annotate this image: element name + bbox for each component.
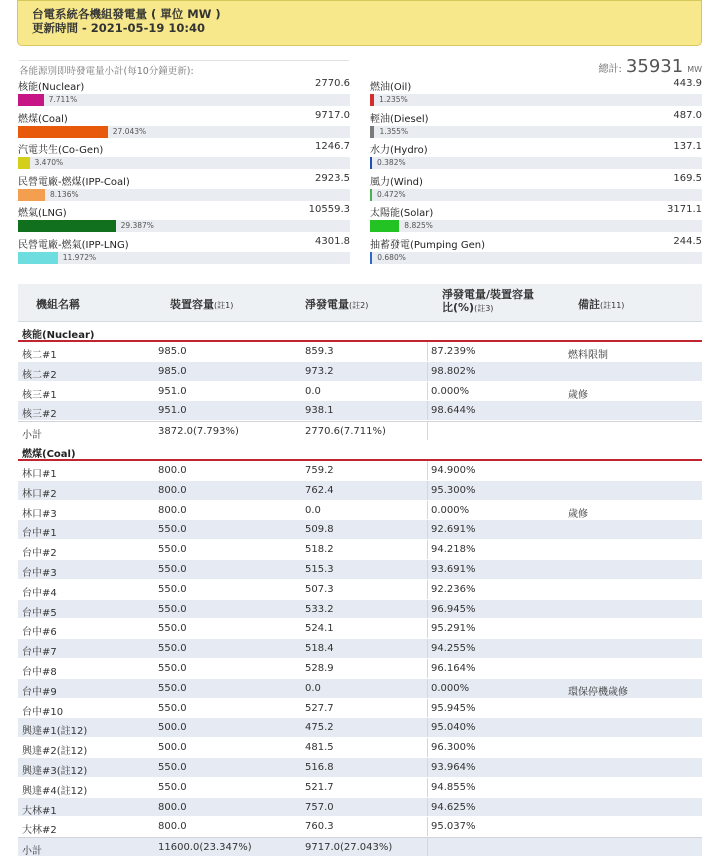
section-title: 燃煤(Coal) <box>22 448 76 460</box>
table-row <box>18 798 702 818</box>
column-divider <box>427 838 428 856</box>
source-bar-fill <box>18 220 116 232</box>
source-bar-fill <box>18 157 30 169</box>
header-remark-label: 備註 <box>578 298 600 311</box>
column-divider <box>427 738 428 757</box>
energy-source-item <box>370 236 702 268</box>
source-value: 443.9 <box>673 78 702 89</box>
source-name: 燃煤(Coal) <box>18 113 68 125</box>
table-row <box>18 342 702 362</box>
source-value: 137.1 <box>673 141 702 152</box>
cell-unit: 林口#3 <box>22 508 57 520</box>
source-bar-track <box>370 252 702 264</box>
table-row <box>18 619 702 639</box>
table-row <box>18 679 702 699</box>
cell-capacity: 550.0 <box>158 563 187 575</box>
cell-remark: 燃料限制 <box>568 350 608 361</box>
cell-unit: 台中#6 <box>22 627 57 639</box>
subtotal-row <box>18 421 702 441</box>
source-name: 太陽能(Solar) <box>370 208 434 219</box>
source-bar-track <box>370 157 702 169</box>
cell-unit: 大林#2 <box>22 825 57 837</box>
cell-unit: 核二#1 <box>22 350 57 361</box>
cell-unit: 台中#3 <box>22 567 57 579</box>
cell-ratio: 96.164% <box>431 662 476 674</box>
column-divider <box>427 679 428 698</box>
cell-capacity: 951.0 <box>158 405 187 417</box>
source-bar-fill <box>18 94 44 106</box>
source-bar-fill <box>18 126 108 138</box>
energy-source-item <box>370 204 702 236</box>
header-net <box>305 296 368 312</box>
column-divider <box>427 422 428 440</box>
cell-ratio: 95.300% <box>431 484 476 496</box>
source-percent: 1.235% <box>379 95 408 104</box>
header-remark-note: (註11) <box>600 301 625 310</box>
source-value: 169.5 <box>673 172 702 184</box>
source-bar-fill <box>370 220 399 232</box>
cell-net: 515.3 <box>305 563 334 575</box>
cell-remark: 歲修 <box>568 389 588 401</box>
source-percent: 29.387% <box>120 221 154 230</box>
source-bar-fill <box>18 189 45 201</box>
header-net-note: (註2) <box>349 301 369 310</box>
header-ratio <box>442 288 534 315</box>
source-bar-track <box>370 94 702 106</box>
source-percent: 11.972% <box>62 252 97 262</box>
cell-capacity: 550.0 <box>158 544 187 556</box>
source-name: 民營電廠-燃煤(IPP-Coal) <box>18 176 130 188</box>
cell-ratio: 0.000% <box>431 385 470 397</box>
source-percent: 3.470% <box>34 158 64 167</box>
cell-ratio: 0.000% <box>431 504 470 516</box>
table-row <box>18 738 702 758</box>
header-remark <box>578 296 624 312</box>
source-bar-track <box>370 189 702 201</box>
table-row <box>18 481 702 501</box>
source-percent: 0.472% <box>377 189 406 199</box>
cell-unit: 大林#1 <box>22 805 57 817</box>
cell-unit: 小計 <box>22 846 42 858</box>
total-summary <box>599 56 702 77</box>
source-bar-fill <box>370 189 372 201</box>
source-bar-track <box>370 126 702 138</box>
energy-source-item <box>18 236 350 268</box>
cell-ratio: 94.855% <box>431 781 476 793</box>
header-ratio-line1: 淨發電量/裝置容量 <box>442 288 535 301</box>
column-divider <box>427 718 428 737</box>
cell-ratio: 98.802% <box>431 365 476 377</box>
cell-net: 757.0 <box>305 801 334 813</box>
cell-unit: 台中#7 <box>22 647 57 659</box>
source-bar-fill <box>370 126 374 138</box>
cell-capacity: 550.0 <box>158 682 187 694</box>
cell-net: 973.2 <box>305 365 334 377</box>
total-unit: MW <box>687 65 702 74</box>
source-name: 燃油(Oil) <box>370 82 412 93</box>
source-value: 2923.5 <box>315 172 350 184</box>
cell-unit: 林口#1 <box>22 468 57 480</box>
update-time: 更新時間 - 2021-05-19 10:40 <box>32 21 205 35</box>
cell-capacity: 985.0 <box>158 346 187 357</box>
energy-source-item <box>18 204 350 236</box>
page-header <box>17 0 702 46</box>
source-value: 4301.8 <box>315 235 350 247</box>
source-name: 抽蓄發電(Pumping Gen) <box>370 239 485 251</box>
table-row <box>18 520 702 540</box>
cell-net: 528.9 <box>305 662 334 674</box>
energy-source-item <box>370 110 702 142</box>
cell-unit: 興達#4(註12) <box>22 785 88 797</box>
cell-unit: 小計 <box>22 430 42 442</box>
cell-net: 859.3 <box>305 346 334 357</box>
source-percent: 8.825% <box>404 221 433 230</box>
source-percent: 7.711% <box>48 95 78 104</box>
source-bar-fill <box>370 252 372 264</box>
source-value: 244.5 <box>673 235 702 247</box>
cell-remark: 環保停機歲修 <box>568 686 628 698</box>
cell-net: 9717.0(27.043%) <box>305 842 393 854</box>
cell-net: 527.7 <box>305 702 334 714</box>
source-percent: 8.136% <box>50 189 79 199</box>
cell-unit: 台中#2 <box>22 548 57 560</box>
source-bar-track <box>18 94 350 106</box>
source-percent: 1.355% <box>379 126 409 136</box>
cell-unit: 台中#5 <box>22 607 57 619</box>
cell-net: 0.0 <box>305 504 321 516</box>
energy-source-item <box>370 141 702 173</box>
source-percent: 0.680% <box>377 252 406 262</box>
cell-net: 759.2 <box>305 464 334 476</box>
cell-ratio: 94.625% <box>431 801 476 813</box>
cell-capacity: 800.0 <box>158 821 187 833</box>
column-divider <box>427 580 428 599</box>
cell-unit: 林口#2 <box>22 488 57 500</box>
source-value: 10559.3 <box>308 204 350 215</box>
source-percent: 0.382% <box>377 158 406 167</box>
source-value: 1246.7 <box>315 141 350 152</box>
cell-net: 509.8 <box>305 524 334 536</box>
column-divider <box>427 560 428 579</box>
table-body <box>18 322 702 857</box>
header-ratio-note: (註3) <box>474 304 494 313</box>
cell-ratio: 93.691% <box>431 563 476 575</box>
section-header <box>18 322 702 342</box>
column-divider <box>427 817 428 836</box>
column-divider <box>427 699 428 718</box>
column-divider <box>427 639 428 658</box>
column-divider <box>427 600 428 619</box>
table-row <box>18 639 702 659</box>
column-divider <box>427 798 428 817</box>
cell-ratio: 95.037% <box>431 821 476 833</box>
total-label: 總計: <box>598 64 622 75</box>
section-title: 核能(Nuclear) <box>22 330 95 341</box>
cell-capacity: 550.0 <box>158 583 187 595</box>
source-name: 燃氣(LNG) <box>18 208 67 219</box>
cell-unit: 興達#3(註12) <box>22 765 88 777</box>
cell-net: 760.3 <box>305 821 334 833</box>
source-bar-track <box>18 252 350 264</box>
source-bar-fill <box>18 252 58 264</box>
source-name: 核能(Nuclear) <box>18 82 85 93</box>
cell-ratio: 94.218% <box>431 544 476 556</box>
table-row <box>18 718 702 738</box>
header-unit: 機組名稱 <box>36 298 80 311</box>
cell-net: 521.7 <box>305 781 334 793</box>
cell-remark: 歲修 <box>568 508 588 520</box>
cell-net: 507.3 <box>305 583 334 595</box>
source-bar-track <box>370 220 702 232</box>
cell-capacity: 500.0 <box>158 722 187 734</box>
cell-ratio: 94.900% <box>431 464 476 476</box>
column-divider <box>427 342 428 361</box>
cell-net: 762.4 <box>305 484 334 496</box>
table-row <box>18 758 702 778</box>
table-row <box>18 382 702 402</box>
cell-capacity: 550.0 <box>158 702 187 714</box>
column-divider <box>427 540 428 559</box>
energy-source-item <box>18 110 350 142</box>
column-divider <box>427 501 428 520</box>
cell-capacity: 550.0 <box>158 662 187 674</box>
energy-source-item <box>18 141 350 173</box>
source-name: 輕油(Diesel) <box>370 113 429 125</box>
source-bar-fill <box>370 157 372 169</box>
column-divider <box>427 382 428 401</box>
page-title: 台電系統各機組發電量 ( 單位 MW ) <box>32 7 221 21</box>
cell-ratio: 0.000% <box>431 682 470 694</box>
cell-capacity: 800.0 <box>158 464 187 476</box>
cell-capacity: 550.0 <box>158 524 187 536</box>
table-row <box>18 699 702 719</box>
table-header <box>18 284 702 322</box>
column-divider <box>427 362 428 381</box>
energy-source-item <box>370 173 702 205</box>
source-bar-track <box>18 157 350 169</box>
source-bar-fill <box>370 94 374 106</box>
cell-capacity: 11600.0(23.347%) <box>158 842 252 854</box>
header-capacity <box>170 296 233 312</box>
cell-ratio: 98.644% <box>431 405 476 417</box>
cell-net: 938.1 <box>305 405 334 417</box>
cell-net: 481.5 <box>305 742 334 754</box>
header-net-label: 淨發電量 <box>305 298 349 311</box>
source-bar-track <box>18 189 350 201</box>
source-percent: 27.043% <box>112 126 147 136</box>
cell-net: 518.2 <box>305 544 334 556</box>
cell-capacity: 951.0 <box>158 385 187 397</box>
cell-capacity: 800.0 <box>158 801 187 813</box>
cell-unit: 核三#1 <box>22 389 57 401</box>
table-row <box>18 600 702 620</box>
cell-unit: 核二#2 <box>22 369 57 381</box>
table-row <box>18 461 702 481</box>
cell-capacity: 550.0 <box>158 761 187 773</box>
column-divider <box>427 481 428 500</box>
summary-label: 各能源別即時發電量小計(每10分鐘更新): <box>19 60 349 74</box>
cell-unit: 興達#1(註12) <box>22 726 88 738</box>
cell-net: 516.8 <box>305 761 334 773</box>
header-capacity-label: 裝置容量 <box>170 298 214 311</box>
source-name: 水力(Hydro) <box>370 145 428 156</box>
source-value: 2770.6 <box>315 78 350 89</box>
cell-capacity: 985.0 <box>158 365 187 377</box>
unit-table <box>18 284 702 857</box>
cell-unit: 台中#8 <box>22 666 57 678</box>
cell-capacity: 800.0 <box>158 504 187 516</box>
cell-net: 2770.6(7.711%) <box>305 426 386 438</box>
cell-capacity: 3872.0(7.793%) <box>158 426 239 438</box>
cell-ratio: 92.691% <box>431 524 476 536</box>
cell-net: 518.4 <box>305 643 334 655</box>
subtotal-row <box>18 837 702 857</box>
table-row <box>18 817 702 837</box>
table-row <box>18 778 702 798</box>
total-value: 35931 <box>625 56 684 77</box>
section-header <box>18 441 702 461</box>
energy-source-item <box>18 78 350 110</box>
column-divider <box>427 520 428 539</box>
cell-ratio: 96.300% <box>431 742 476 754</box>
table-row <box>18 560 702 580</box>
cell-ratio: 87.239% <box>431 346 476 357</box>
cell-net: 0.0 <box>305 682 321 694</box>
energy-source-item <box>18 173 350 205</box>
cell-ratio: 92.236% <box>431 583 476 595</box>
cell-capacity: 550.0 <box>158 603 187 615</box>
cell-ratio: 94.255% <box>431 643 476 655</box>
cell-unit: 台中#4 <box>22 587 57 599</box>
energy-source-item <box>370 78 702 110</box>
source-name: 汽電共生(Co-Gen) <box>18 145 104 156</box>
source-value: 3171.1 <box>667 204 702 215</box>
column-divider <box>427 758 428 777</box>
table-row <box>18 659 702 679</box>
cell-capacity: 500.0 <box>158 742 187 754</box>
column-divider <box>427 401 428 420</box>
cell-ratio: 95.945% <box>431 702 476 714</box>
cell-ratio: 93.964% <box>431 761 476 773</box>
table-row <box>18 501 702 521</box>
cell-unit: 台中#10 <box>22 706 64 718</box>
table-row <box>18 362 702 382</box>
column-divider <box>427 619 428 638</box>
column-divider <box>427 659 428 678</box>
cell-net: 533.2 <box>305 603 334 615</box>
cell-capacity: 550.0 <box>158 643 187 655</box>
source-value: 487.0 <box>673 109 702 121</box>
cell-unit: 台中#9 <box>22 686 57 698</box>
table-row <box>18 401 702 421</box>
cell-ratio: 95.040% <box>431 722 476 734</box>
table-row <box>18 580 702 600</box>
cell-net: 0.0 <box>305 385 321 397</box>
column-divider <box>427 461 428 480</box>
cell-ratio: 95.291% <box>431 623 476 635</box>
cell-ratio: 96.945% <box>431 603 476 615</box>
cell-capacity: 800.0 <box>158 484 187 496</box>
source-name: 民營電廠-燃氣(IPP-LNG) <box>18 239 129 251</box>
column-divider <box>427 778 428 797</box>
cell-capacity: 550.0 <box>158 781 187 793</box>
table-row <box>18 540 702 560</box>
cell-unit: 興達#2(註12) <box>22 746 88 758</box>
source-name: 風力(Wind) <box>370 176 423 188</box>
cell-net: 475.2 <box>305 722 334 734</box>
cell-unit: 核三#2 <box>22 409 57 421</box>
cell-capacity: 550.0 <box>158 623 187 635</box>
source-bar-track <box>18 220 350 232</box>
source-bar-track <box>18 126 350 138</box>
source-value: 9717.0 <box>315 109 350 121</box>
cell-net: 524.1 <box>305 623 334 635</box>
header-capacity-note: (註1) <box>214 301 234 310</box>
header-ratio-line2: 比(%) <box>442 301 475 314</box>
cell-unit: 台中#1 <box>22 528 57 540</box>
